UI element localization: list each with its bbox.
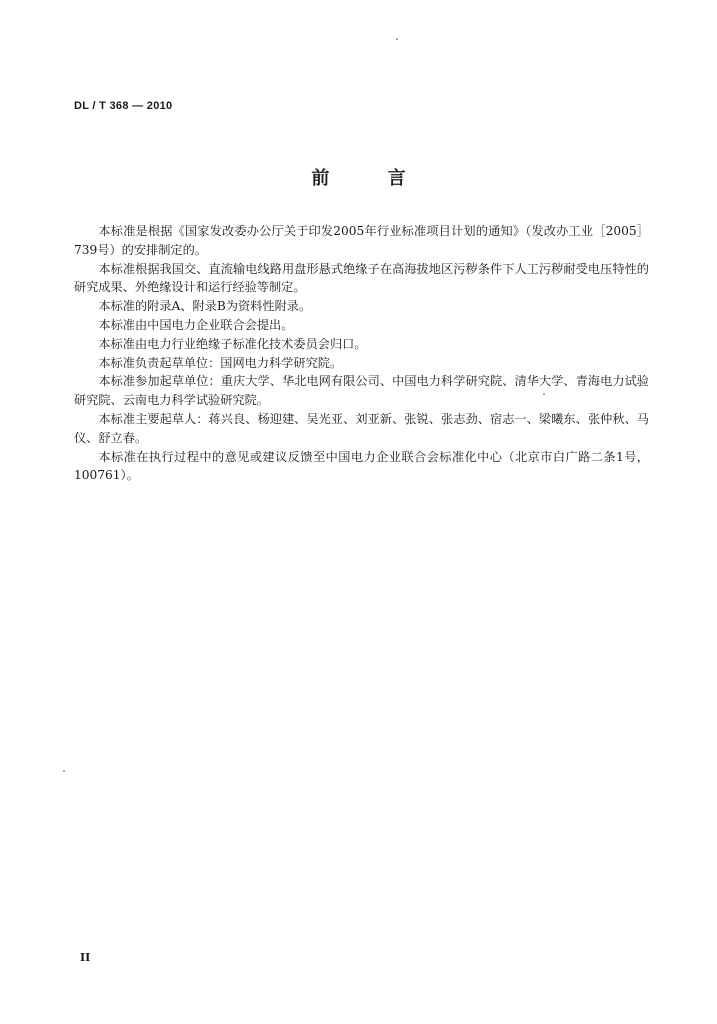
paragraph-feedback: 本标准在执行过程中的意见或建议反馈至中国电力企业联合会标准化中心（北京市白广路二条1号，100761）。 <box>74 449 649 483</box>
paragraph-foundation: 本标准根据我国交、直流输电线路用盘形悬式绝缘子在高海拔地区污秽条件下人工污秽耐受电压特性的研究成果、外绝缘设计和运行经验等制定。 <box>74 261 649 295</box>
paragraph-appendix: 本标准的附录A、附录B为资料性附录。 <box>98 299 312 314</box>
scan-speck <box>63 770 65 772</box>
paragraph-committee: 本标准由电力行业绝缘子标准化技术委员会归口。 <box>98 336 367 351</box>
scan-speck <box>543 393 545 395</box>
page-number: II <box>80 951 91 964</box>
document-body <box>74 222 649 485</box>
standard-code-header: DL / T 368 — 2010 <box>74 100 173 112</box>
paragraph-proposer: 本标准由中国电力企业联合会提出。 <box>98 317 294 332</box>
page-title: 前 言 <box>311 168 432 189</box>
paragraph-main-drafters: 本标准主要起草人：蒋兴良、杨迎建、吴光亚、刘亚新、张锐、张志劲、宿志一、梁曦东、张仲秋、马仪、舒立春。 <box>74 411 649 445</box>
paragraph-basis: 本标准是根据《国家发改委办公厅关于印发2005年行业标准项目计划的通知》（发改办工业［2005］739号）的安排制定的。 <box>74 224 649 257</box>
paragraph-lead-drafter: 本标准负责起草单位：国网电力科学研究院。 <box>98 355 343 370</box>
paragraph-participating-drafters: 本标准参加起草单位：重庆大学、华北电网有限公司、中国电力科学研究院、清华大学、青海电力试验研究院、云南电力科学试验研究院。 <box>74 374 649 408</box>
scan-speck <box>396 38 398 40</box>
